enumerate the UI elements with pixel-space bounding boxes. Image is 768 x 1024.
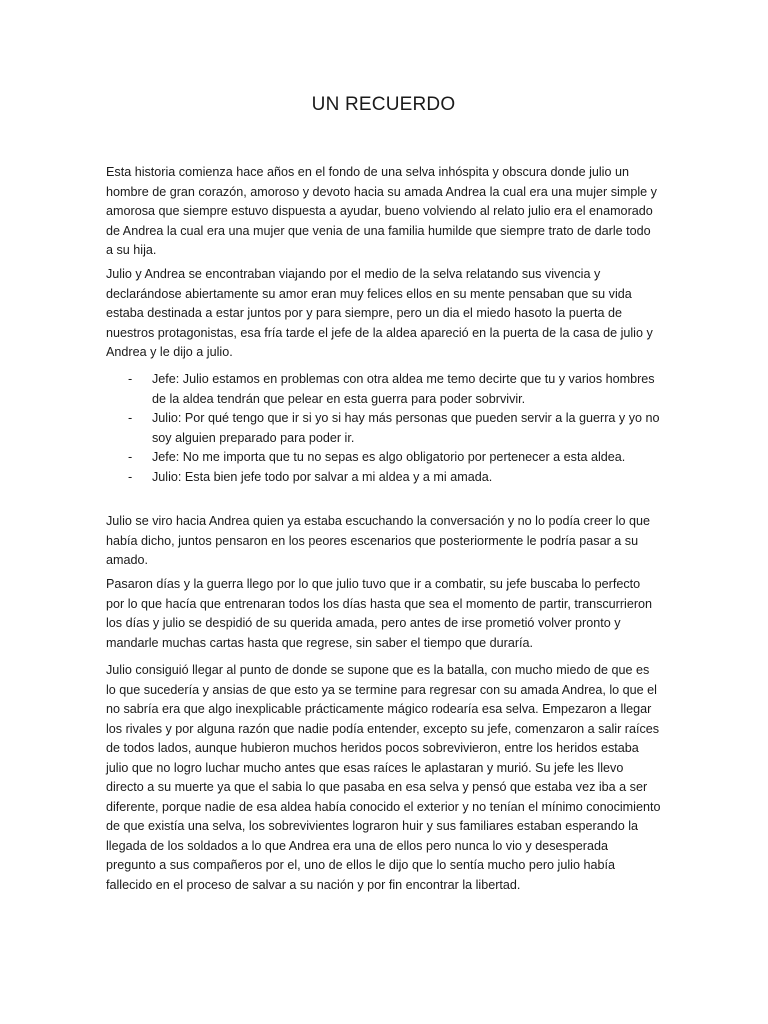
dialogue-line (106, 468, 661, 488)
dialogue-text: Julio: Esta bien jefe todo por salvar a mi aldea y a mi amada. (152, 469, 493, 484)
dialogue-line (106, 370, 661, 409)
document-page (106, 0, 661, 1024)
document-title: UN RECUERDO (311, 94, 456, 115)
paragraph-journey: Julio y Andrea se encontraban viajando por el medio de la selva relatando sus vivencia y declarándose abiertamente su amor eran muy felices ellos en su mente pensaban que su vida estaba destinada a estar juntos por y para siempre, pero un dia el miedo hasoto la puerta de nuestros protagonistas, esa fría tarde el jefe de la aldea apareció en la puerta de la casa de julio y Andrea y le dijo a julio. (106, 267, 653, 359)
dialogue-line (106, 448, 661, 468)
paragraph-departure: Pasaron días y la guerra llego por lo que julio tuvo que ir a combatir, su jefe buscaba lo perfecto por lo que hacía que entrenaran todos los días hasta que sea el momento de partir, transcurrieron los días y julio se despidió de su querida amada, pero antes de irse prometió volver pronto y mandarle muchas cartas hasta que regrese, sin saber el tiempo que duraría. (106, 577, 653, 650)
list-dash: - (128, 411, 133, 425)
dialogue-line (106, 409, 661, 448)
list-dash: - (128, 372, 133, 386)
dialogue-list (106, 370, 661, 487)
paragraph-intro: Esta historia comienza hace años en el fondo de una selva inhóspita y obscura donde julio un hombre de gran corazón, amoroso y devoto hacia su amada Andrea la cual era una mujer simple y amorosa que siempre estuvo dispuesta a ayudar, bueno volviendo al relato julio era el enamorado de Andrea la cual era una mujer que venia de una familia humilde que siempre trato de darle todo a su hija. (106, 165, 657, 257)
paragraph-battle: Julio consiguió llegar al punto de donde se supone que es la batalla, con mucho miedo de que es lo que sucedería y ansias de que esto ya se termine para regresar con su amada Andrea, lo que el no sabría era que algo inexplicable prácticamente mágico rodearía esa selva. Empezaron a llegar los rivales y por alguna razón que nadie podía entender, excepto su jefe, comenzaron a salir raíces de todos lados, aunque hubieron muchos heridos pocos sobrevivieron, entre los heridos estaba julio que no logro luchar mucho antes que esas raíces le aplastaran y murió. Su jefe les llevo directo a su muerte ya que el sabia lo que pasaba en esa selva y pensó que estaba vez iba a ser diferente, porque nadie de esa aldea había conocido el exterior y no tenían el mínimo conocimiento de que existía una selva, los sobrevivientes lograron huir y sus familiares estaban esperando la llegada de los soldados a lo que Andrea era una de ellos pero nunca lo vio y desesperada pregunto a sus compañeros por el, uno de ellos le dijo que lo sentía mucho pero julio había fallecido en el proceso de salvar a su nación y por fin encontrar la libertad. (106, 663, 661, 892)
list-dash: - (128, 450, 133, 464)
dialogue-text: Julio: Por qué tengo que ir si yo si hay más personas que pueden servir a la guerra y yo no soy alguien preparado para poder ir. (152, 411, 660, 445)
dialogue-text: Jefe: Julio estamos en problemas con otra aldea me temo decirte que tu y varios hombres de la aldea tendrán que pelear en esta guerra para poder sobrvivir. (152, 372, 655, 406)
dialogue-text: Jefe: No me importa que tu no sepas es algo obligatorio por pertenecer a esta aldea. (152, 450, 626, 464)
list-dash: - (128, 469, 133, 484)
paragraph-reaction: Julio se viro hacia Andrea quien ya estaba escuchando la conversación y no lo podía creer lo que había dicho, juntos pensaron en los peores escenarios que posteriormente le podría pasar a su amado. (106, 514, 650, 567)
